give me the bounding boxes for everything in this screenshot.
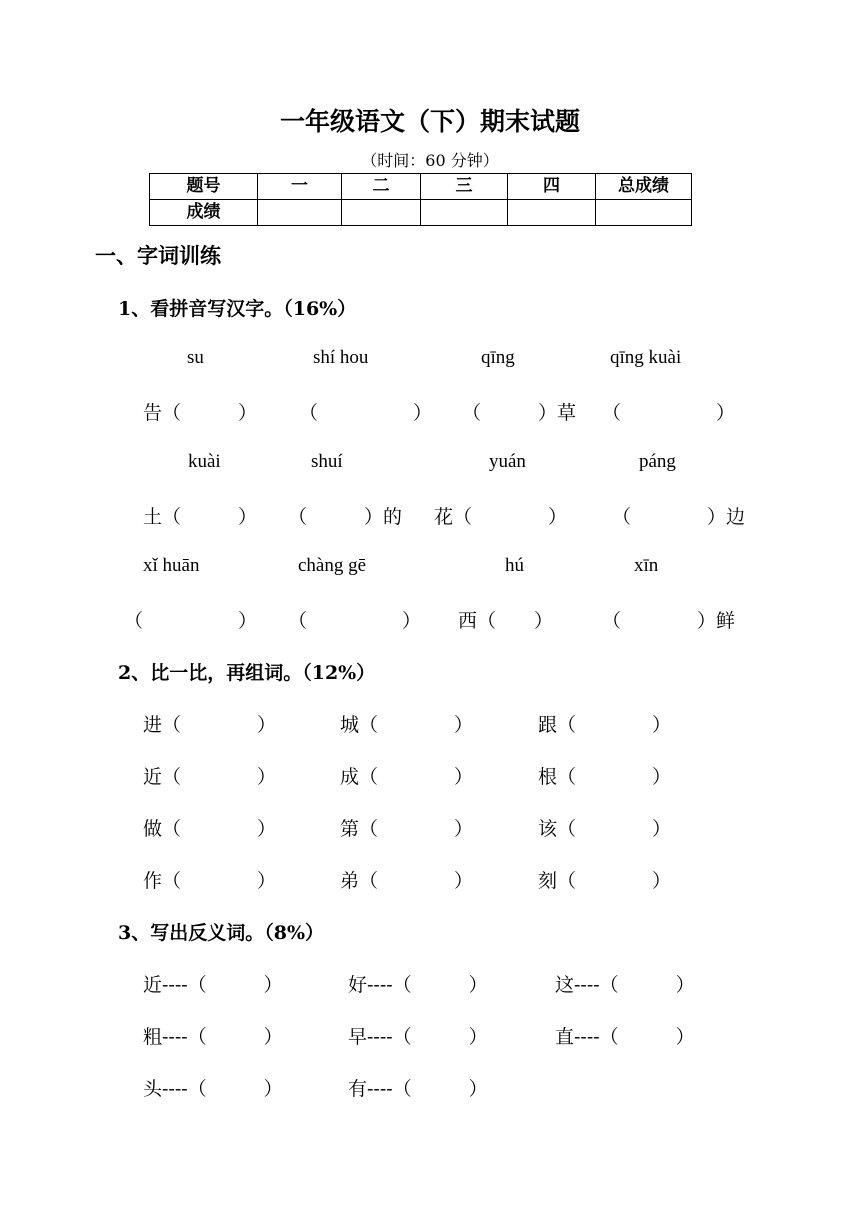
word-group-item[interactable]: 进（ ）	[143, 714, 277, 736]
answer-blank[interactable]: 土（ ）	[143, 506, 258, 528]
question-2-title: 2、比一比，再组词。（12%）	[118, 662, 376, 684]
word-group-item[interactable]: 刻（ ）	[538, 870, 672, 892]
pinyin: su	[187, 347, 204, 368]
score-cell[interactable]	[342, 200, 421, 226]
header-cell: 总成绩	[596, 174, 692, 200]
pinyin: xǐ huān	[143, 555, 200, 576]
antonym-item[interactable]: 这----（ ）	[555, 974, 695, 996]
antonym-item[interactable]: 好----（ ）	[348, 974, 488, 996]
score-table-header-row	[150, 174, 692, 200]
score-table	[149, 173, 692, 226]
antonym-item[interactable]: 直----（ ）	[555, 1026, 695, 1048]
score-cell[interactable]	[421, 200, 508, 226]
pinyin: yuán	[489, 451, 526, 472]
word-group-item[interactable]: 做（ ）	[143, 818, 277, 840]
antonym-item[interactable]: 近----（ ）	[143, 974, 283, 996]
answer-blank[interactable]: （ ）鲜	[602, 610, 736, 632]
pinyin: shí hou	[313, 347, 369, 368]
score-cell[interactable]	[596, 200, 692, 226]
exam-duration: （时间：60 分钟）	[361, 151, 499, 170]
score-table-score-row	[150, 200, 692, 226]
score-cell[interactable]	[508, 200, 596, 226]
answer-blank[interactable]: （ ）的	[288, 506, 403, 528]
row-label-cell: 成绩	[150, 200, 258, 226]
pinyin: shuí	[311, 451, 343, 472]
pinyin: xīn	[634, 555, 659, 576]
header-cell: 一	[258, 174, 342, 200]
header-cell: 题号	[150, 174, 258, 200]
pinyin: hú	[505, 555, 524, 576]
word-group-item[interactable]: 作（ ）	[143, 870, 277, 892]
word-group-item[interactable]: 成（ ）	[340, 766, 474, 788]
pinyin: páng	[639, 451, 676, 472]
header-cell: 三	[421, 174, 508, 200]
word-group-item[interactable]: 弟（ ）	[340, 870, 474, 892]
word-group-item[interactable]: 该（ ）	[538, 818, 672, 840]
word-group-item[interactable]: 跟（ ）	[538, 714, 672, 736]
section-heading: 一、字词训练	[95, 243, 221, 268]
header-cell: 四	[508, 174, 596, 200]
pinyin: kuài	[188, 451, 221, 472]
antonym-item[interactable]: 有----（ ）	[348, 1078, 488, 1100]
header-cell: 二	[342, 174, 421, 200]
pinyin: chàng gē	[298, 555, 367, 576]
word-group-item[interactable]: 城（ ）	[340, 714, 474, 736]
pinyin: qīng kuài	[610, 347, 682, 368]
antonym-item[interactable]: 头----（ ）	[143, 1078, 283, 1100]
answer-blank[interactable]: （ ）	[299, 402, 433, 424]
antonym-item[interactable]: 早----（ ）	[348, 1026, 488, 1048]
answer-blank[interactable]: （ ）草	[462, 402, 577, 424]
answer-blank[interactable]: （ ）	[602, 402, 736, 424]
question-3-title: 3、写出反义词。（8%）	[118, 922, 324, 944]
answer-blank[interactable]: 花（ ）	[434, 506, 568, 528]
word-group-item[interactable]: 近（ ）	[143, 766, 277, 788]
antonym-item[interactable]: 粗----（ ）	[143, 1026, 283, 1048]
answer-blank[interactable]: （ ）	[124, 610, 258, 632]
page-title: 一年级语文（下）期末试题	[279, 107, 580, 136]
question-1-title: 1、看拼音写汉字。（16%）	[118, 298, 357, 320]
word-group-item[interactable]: 第（ ）	[340, 818, 474, 840]
answer-blank[interactable]: 西（ ）	[458, 610, 554, 632]
answer-blank[interactable]: 告（ ）	[143, 402, 258, 424]
answer-blank[interactable]: （ ）边	[612, 506, 746, 528]
word-group-item[interactable]: 根（ ）	[538, 766, 672, 788]
answer-blank[interactable]: （ ）	[288, 610, 422, 632]
score-cell[interactable]	[258, 200, 342, 226]
pinyin: qīng	[481, 347, 515, 368]
